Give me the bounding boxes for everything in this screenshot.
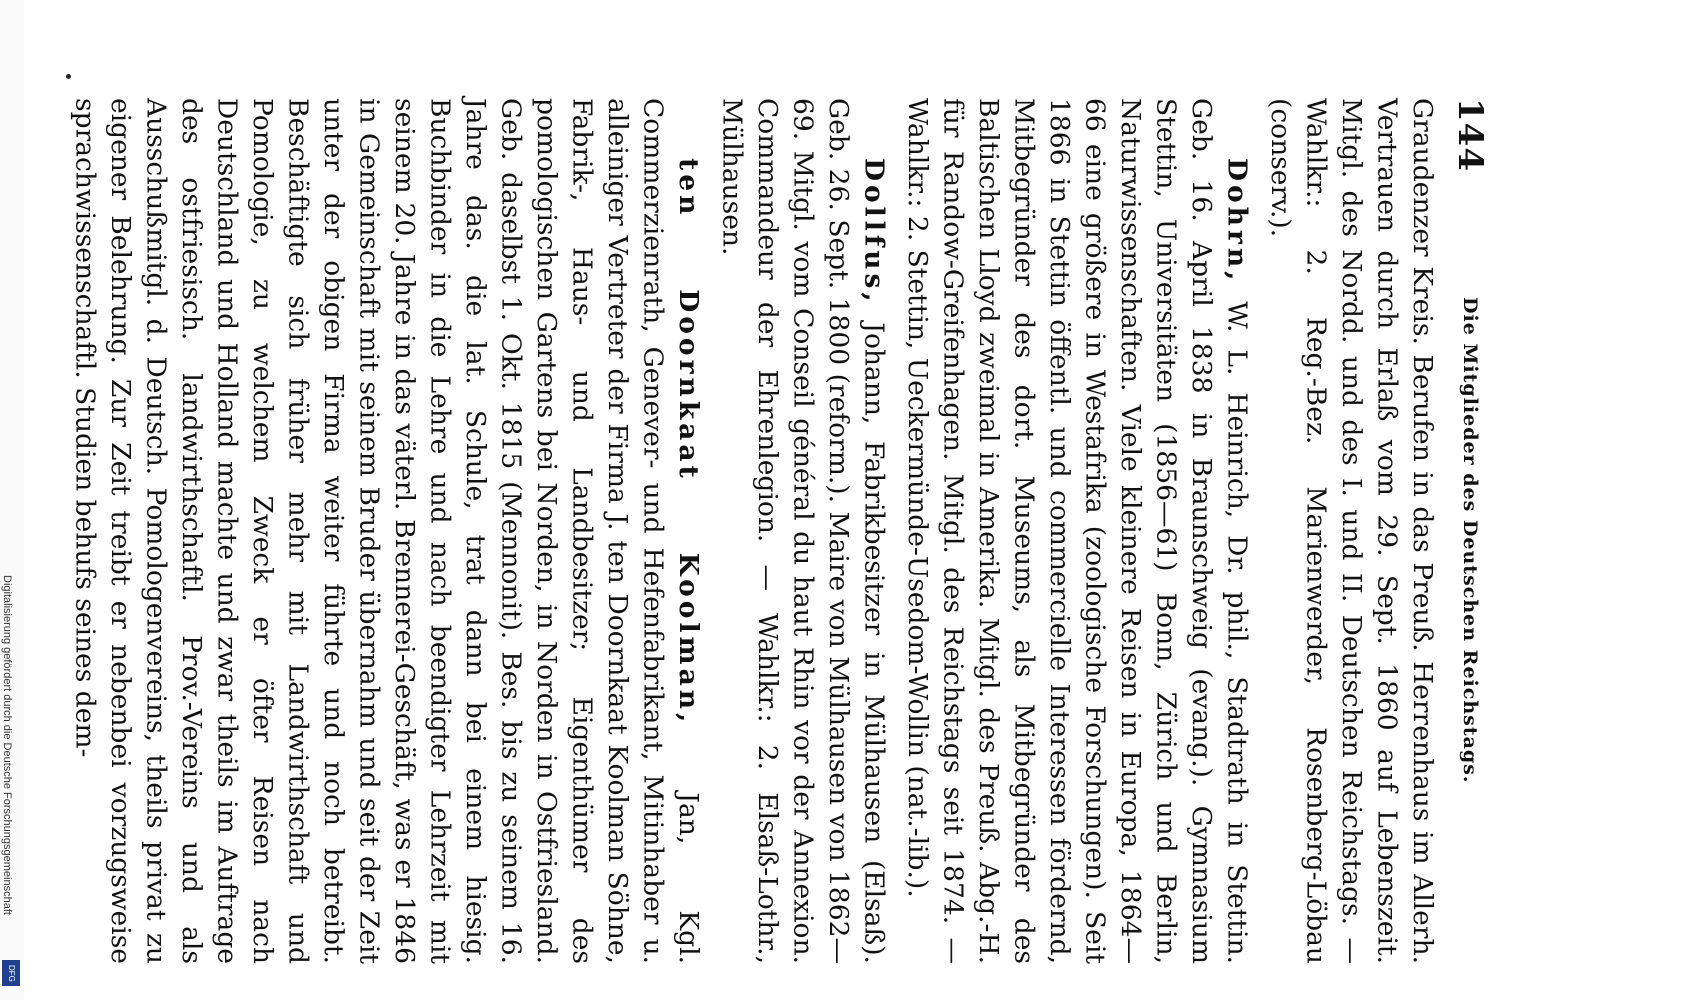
entry-paragraph (714, 98, 892, 964)
page-number: 144 (1450, 98, 1490, 172)
entry-name: Dollfus, (858, 158, 890, 306)
entry-text: Jan, Kgl. Commerzienrath, Genever- und Hefenfabrikant, Mitinhaber u. alleiniger Vertreter der Firma J. ten Doornkaat Koolman Söhne, Fabrik-, Haus- und Landbesitzer; Eigenthümer des pomologischen Gartens bei Norden, in Norden in Ostfriesland. Geb. daselbst 1. Okt. 1815 (Mennonit). Bes. bis zu seinem 16. Jahre das. die lat. Schule, trat dann bei einem hiesig. Buchbinder in die Lehre und nach beendigter Lehrzeit mit seinem 20. Jahre in das väterl. Brennerei-Geschäft, was er 1846 in Gemeinschaft mit seinem Bruder übernahm und seit der Zeit unter der obigen Firma weiter führte und noch betreibt. Beschäftigte sich früher mehr mit Landwirthschaft und Pomologie, zu welchem Zweck er öfter Reisen nach Deutschland und Holland machte und zwar theils im Auftrage des ostfriesisch. landwirthschaftl. Prov.-Vereins und als Ausschußmitgl. d. Deutsch. Pomologenvereins, theils privat zu eigener Belehrung. Zur Zeit treibt er nebenbei vorzugsweise sprachwissenschaftl. Studien behufs seines dem- (69, 98, 704, 964)
running-head: Die Mitglieder des Deutschen Reichstags. (1459, 297, 1481, 784)
scan-margin (0, 0, 24, 1000)
entry-text: Johann, Fabrikbesitzer in Mülhausen (Elsaß). Geb. 26. Sept. 1800 (reform.). Maire von Mülhausen von 1862—69. Mitgl. vom Conseil général du haut Rhin vor der Annexion. Commandeur der Ehrenlegion. — Wahlkr.: 2. Elsaß-Lothr., Mülhausen. (716, 98, 890, 964)
entry-name: Dohrn, (1221, 158, 1253, 285)
entry-paragraph (1263, 98, 1441, 964)
entry-text: W. L. Heinrich, Dr. phil., Stadtrath in Stettin. Geb. 16. April 1838 in Braunschweig (evang.). Gymnasium Stettin, Universitäten (1856—61) Bonn, Zürich und Berlin, Naturwissenschaften. Viele kleinere Reisen in Europa, 1864—66 eine größere in Westafrika (zoologische Forschungen). Seit 1866 in Stettin öffentl. und commercielle Interessen fördernd, Mitbegründer des dort. Museums, als Mitbegründer des Baltischen Lloyd zweimal in Amerika. Mitgl. des Preuß. Abg.-H. für Randow-Greifenhagen. Mitgl. des Reichstags seit 1874. — Wahlkr.: 2. Stettin, Ueckermünde-Usedom-Wollin (nat.-lib.). (902, 98, 1253, 964)
dfg-logo: DFG (2, 960, 20, 986)
entry-paragraph (900, 98, 1255, 964)
entry-paragraph (67, 98, 706, 964)
entry-text: Graudenzer Kreis. Berufen in das Preuß. Herrenhaus im Allerh. Vertrauen durch Erlaß vom 29. Sept. 1860 auf Lebenszeit. Mitgl. des Nordd. und des I. und II. Deutschen Reichstags. — Wahlkr.: 2. Reg.-Bez. Marienwerder, Rosenberg-Löbau (conserv.). (1265, 98, 1438, 964)
digitization-credit: Digitalisierung gefördert durch die Deutsche Forschungsgemeinschaft (1, 575, 13, 915)
book-page (69, 98, 1490, 964)
scan-speck (66, 74, 71, 79)
entry-name: ten Doornkaat Koolman, (673, 158, 704, 727)
page-header (1450, 98, 1490, 964)
